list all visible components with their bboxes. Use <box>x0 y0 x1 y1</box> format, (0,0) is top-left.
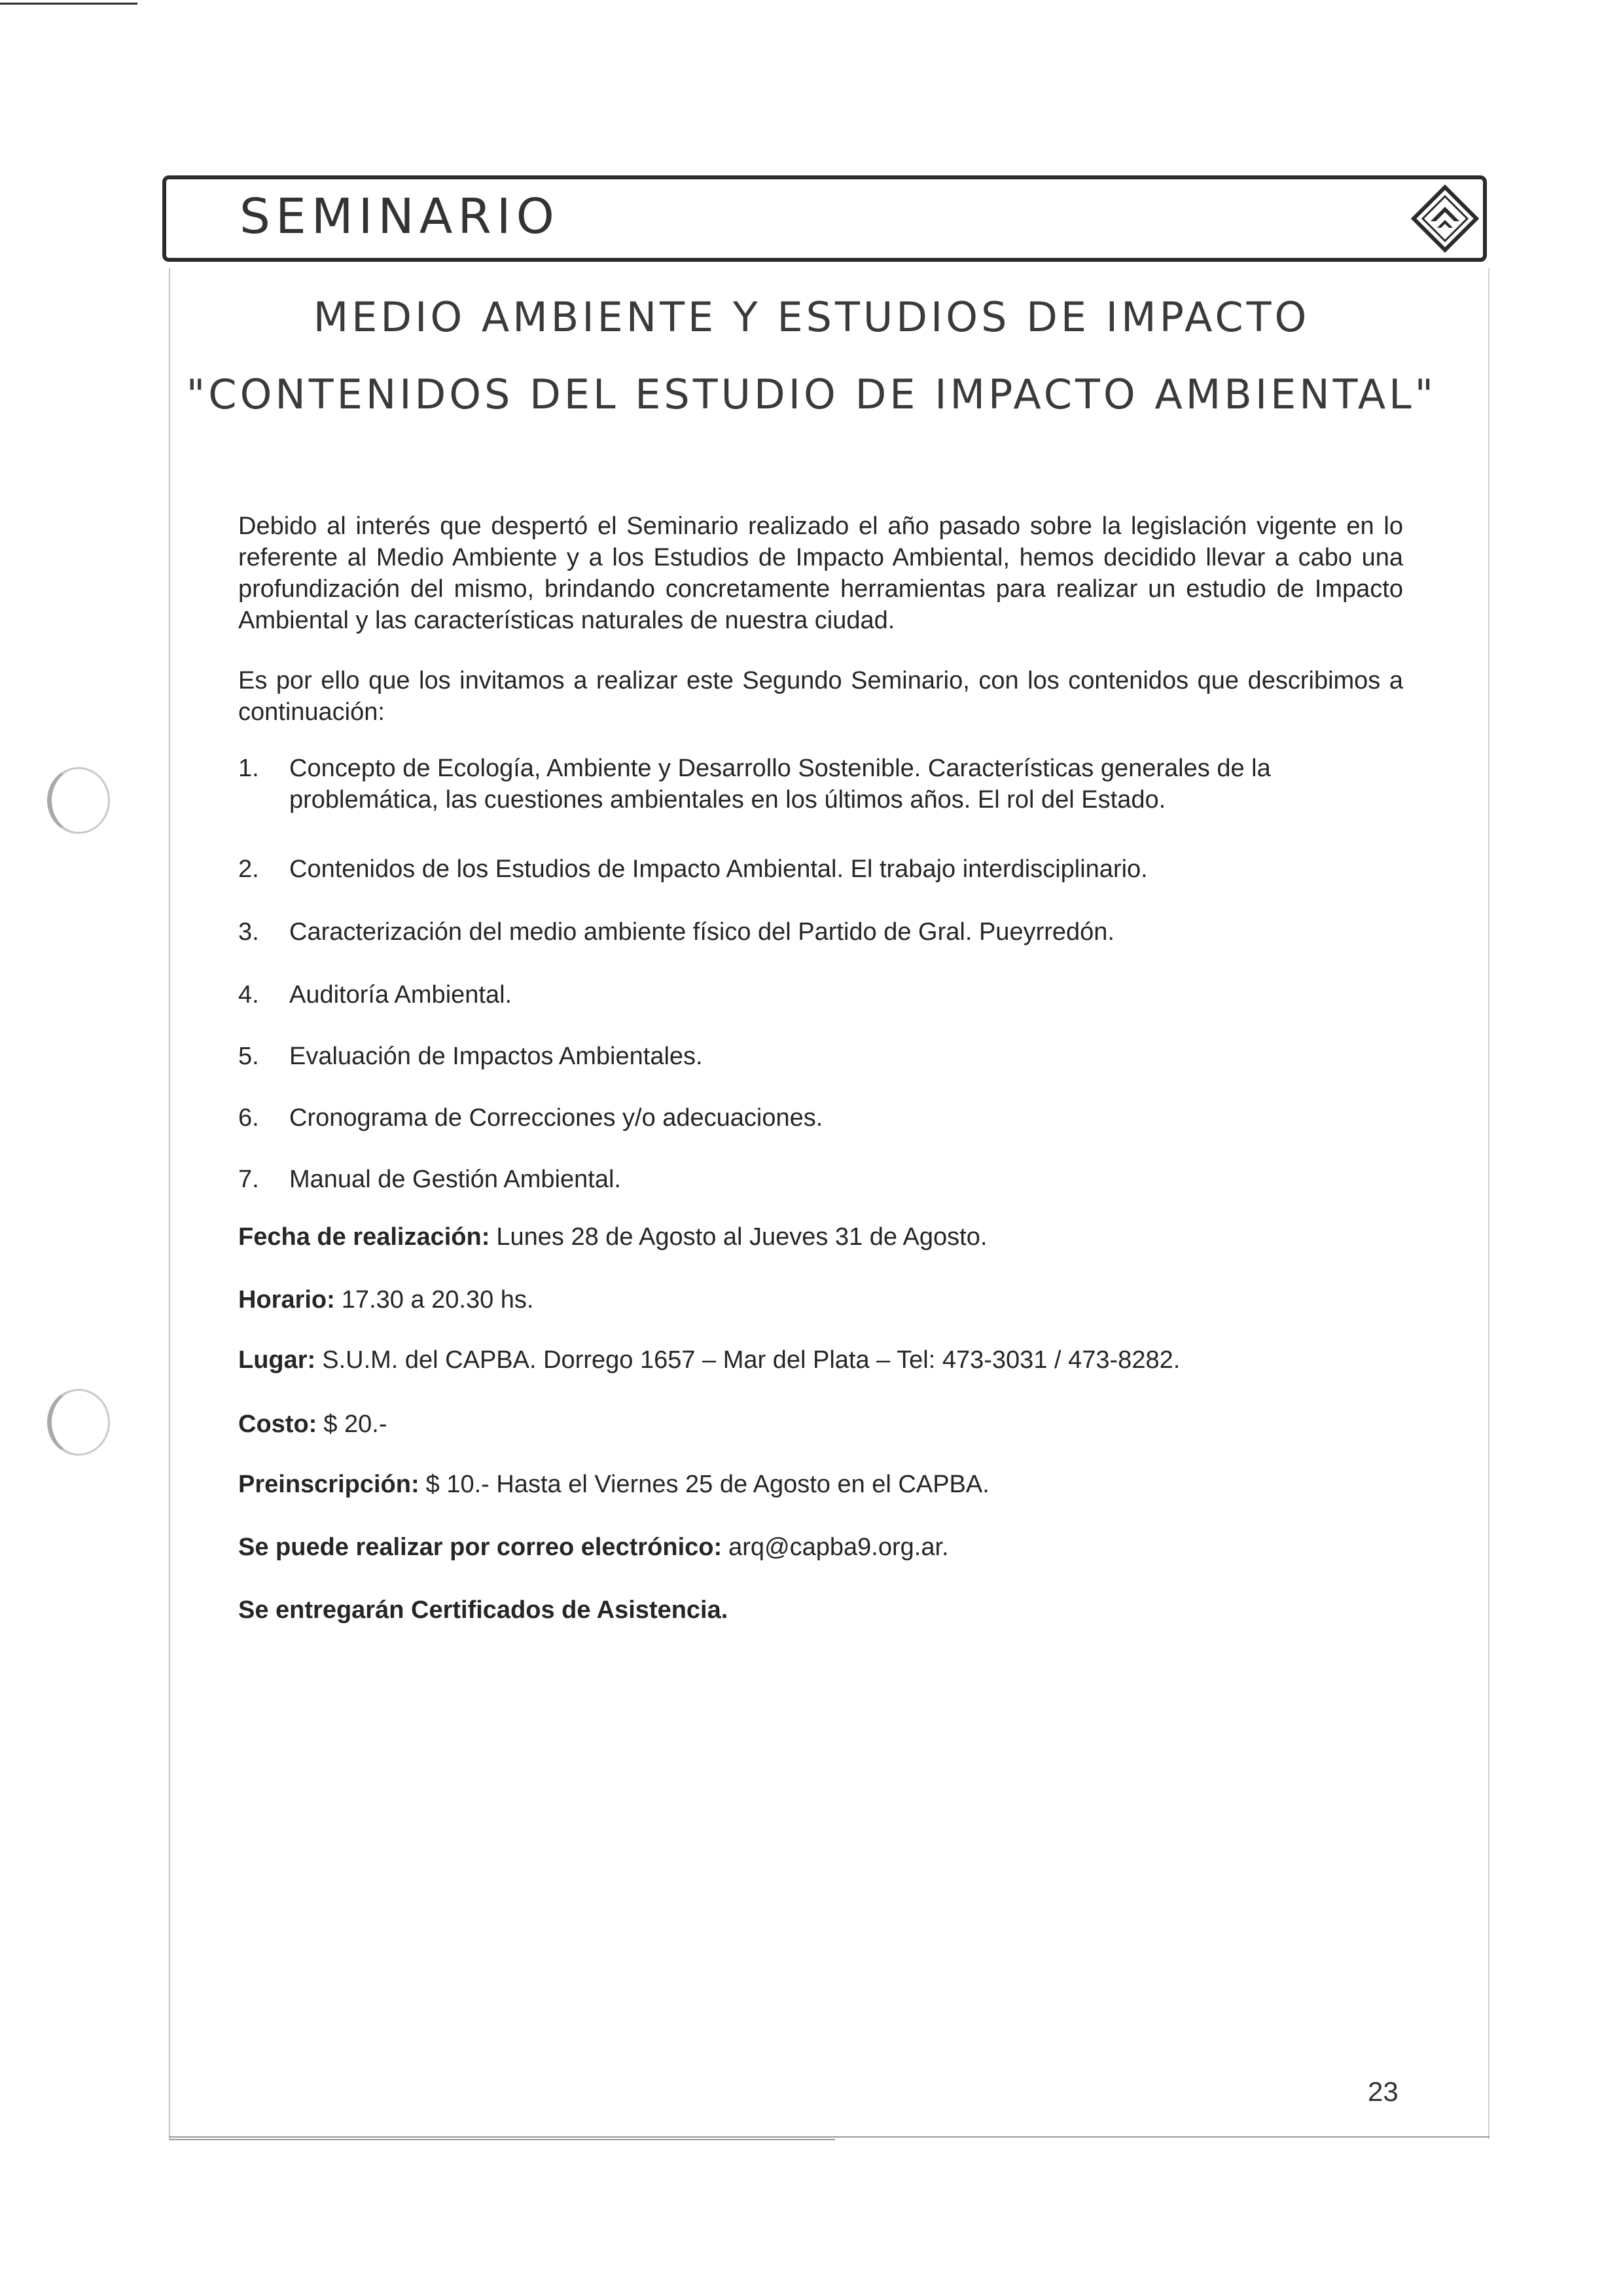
content-item-6 <box>238 1102 1403 1134</box>
time-label: Horario: <box>238 1286 335 1314</box>
date-value: Lunes 28 de Agosto al Jueves 31 de Agosto. <box>496 1223 988 1251</box>
place-value: S.U.M. del CAPBA. Dorrego 1657 – Mar del Plata – Tel: 473-3031 / 473-8282. <box>322 1346 1181 1374</box>
time-value: 17.30 a 20.30 hs. <box>341 1286 534 1314</box>
content-item-text: Cronograma de Correcciones y/o adecuaciones. <box>289 1104 823 1132</box>
content-item-4 <box>238 979 1403 1011</box>
time-info <box>238 1284 1416 1316</box>
punch-hole-top <box>47 767 110 834</box>
content-item-5 <box>238 1041 1403 1072</box>
content-item-text: Caracterización del medio ambiente físico del Partido de Gral. Pueyrredón. <box>289 918 1115 946</box>
content-item-number: 6. <box>238 1104 259 1132</box>
content-item-2 <box>238 853 1403 885</box>
top-edge-line <box>0 3 137 5</box>
seminar-title: MEDIO AMBIENTE Y ESTUDIOS DE IMPACTO <box>313 293 1310 341</box>
punch-hole-bottom <box>47 1389 110 1456</box>
content-item-1 <box>238 753 1403 816</box>
email-label: Se puede realizar por correo electrónico: <box>238 1534 722 1561</box>
content-item-text: Concepto de Ecología, Ambiente y Desarrollo Sostenible. Características generales de la problemática, las cuestiones ambientales en los últimos años. El rol del Estado. <box>289 755 1271 814</box>
page-frame-right <box>1488 268 1489 2139</box>
content-item-text: Manual de Gestión Ambiental. <box>289 1166 621 1193</box>
content-item-number: 3. <box>238 918 259 946</box>
invitation-paragraph: Es por ello que los invitamos a realizar este Segundo Seminario, con los contenidos que describimos a continuación: <box>238 667 1403 726</box>
seminar-subtitle: "CONTENIDOS DEL ESTUDIO DE IMPACTO AMBIENTAL" <box>186 370 1437 418</box>
content-item-number: 4. <box>238 981 259 1009</box>
content-item-text: Evaluación de Impactos Ambientales. <box>289 1043 703 1070</box>
preregistration-info <box>238 1469 1416 1500</box>
page-number: 23 <box>1368 2076 1399 2107</box>
content-item-text: Auditoría Ambiental. <box>289 981 512 1009</box>
place-info <box>238 1344 1416 1376</box>
capba-diamond-logo-icon <box>1411 185 1479 253</box>
seminar-header <box>162 175 1487 262</box>
page-frame-bottom <box>169 2136 1489 2138</box>
content-item-text: Contenidos de los Estudios de Impacto Ambiental. El trabajo interdisciplinario. <box>289 855 1148 883</box>
cost-label: Costo: <box>238 1410 317 1438</box>
email-value: arq@capba9.org.ar. <box>728 1534 949 1561</box>
content-item-number: 7. <box>238 1166 259 1193</box>
content-item-number: 1. <box>238 755 259 782</box>
date-label: Fecha de realización: <box>238 1223 490 1251</box>
header-title: SEMINARIO <box>240 188 560 245</box>
content-item-number: 2. <box>238 855 259 883</box>
content-item-number: 5. <box>238 1043 259 1070</box>
email-info <box>238 1532 1416 1563</box>
certificates-note: Se entregarán Certificados de Asistencia. <box>238 1596 728 1624</box>
content-item-3 <box>238 916 1403 948</box>
cost-info <box>238 1408 1416 1440</box>
place-label: Lugar: <box>238 1346 316 1374</box>
preregistration-value: $ 10.- Hasta el Viernes 25 de Agosto en el CAPBA. <box>425 1471 990 1498</box>
date-info <box>238 1221 1416 1253</box>
cost-value: $ 20.- <box>323 1410 387 1438</box>
preregistration-label: Preinscripción: <box>238 1471 419 1498</box>
intro-paragraph: Debido al interés que despertó el Seminario realizado el año pasado sobre la legislación vigente en lo referente al Medio Ambiente y a los Estudios de Impacto Ambiental, hemos decidido llevar a cabo una profundización del mismo, brindando concretamente herramientas para realizar un estudio de Impacto Ambiental y las características naturales de nuestra ciudad. <box>238 512 1403 634</box>
content-item-7 <box>238 1164 1403 1195</box>
